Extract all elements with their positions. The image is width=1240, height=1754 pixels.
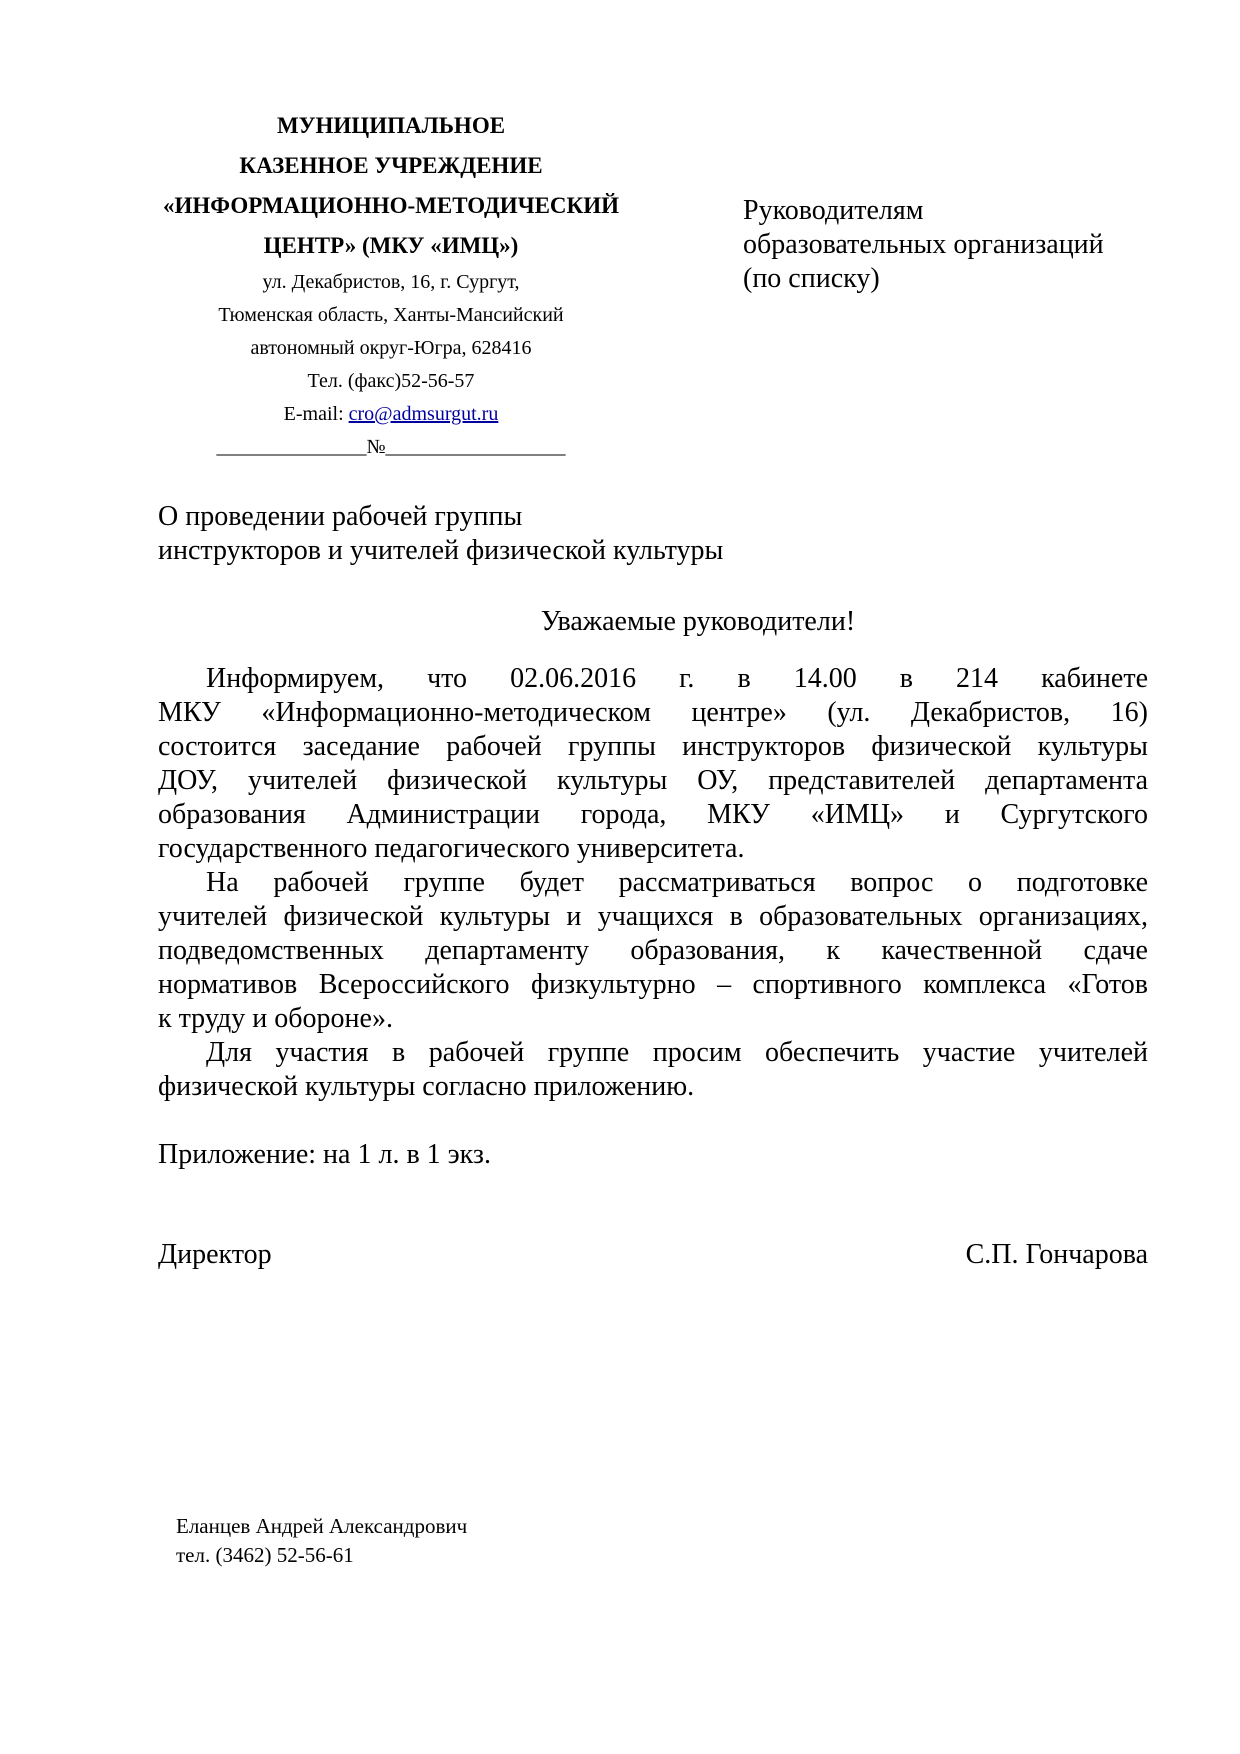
ref-blank-right: __________________ bbox=[385, 436, 566, 458]
signature-title: Директор bbox=[158, 1239, 272, 1270]
paragraph bbox=[158, 1036, 1148, 1104]
body-line: физической культуры согласно приложению. bbox=[158, 1071, 695, 1102]
recipient-line: (по списку) bbox=[743, 263, 880, 294]
body-line: Информируем, что 02.06.2016 г. в 14.00 в 214 кабинете bbox=[206, 663, 1148, 694]
org-name-line: «ИНФОРМАЦИОННО-МЕТОДИЧЕСКИЙ bbox=[163, 193, 619, 218]
executor-name: Еланцев Андрей Александрович bbox=[176, 1514, 468, 1538]
org-address-line: ул. Декабристов, 16, г. Сургут, bbox=[262, 271, 520, 293]
ref-blank-left: _______________ bbox=[216, 436, 367, 458]
body-line: учителей физической культуры и учащихся в образовательных организациях, bbox=[158, 901, 1148, 932]
org-phone-line: Тел. (факс)52-56-57 bbox=[307, 370, 475, 392]
subject-line: инструкторов и учителей физической культуры bbox=[158, 535, 724, 566]
letterhead-org-block bbox=[150, 106, 632, 460]
org-address-line: автономный округ-Югра, 628416 bbox=[250, 337, 532, 359]
attachment-note: Приложение: на 1 л. в 1 экз. bbox=[158, 1139, 491, 1170]
signature-row bbox=[158, 1238, 1148, 1272]
recipient-line: образовательных организаций bbox=[743, 229, 1104, 260]
executor-block bbox=[176, 1512, 467, 1570]
signature-name: С.П. Гончарова bbox=[965, 1239, 1148, 1270]
body-line: к труду и обороне». bbox=[158, 1003, 393, 1034]
body-line: Для участия в рабочей группе просим обеспечить участие учителей bbox=[206, 1037, 1148, 1068]
paragraph bbox=[158, 866, 1148, 1036]
letter-body bbox=[158, 662, 1148, 1104]
org-name-line: МУНИЦИПАЛЬНОЕ bbox=[276, 113, 506, 138]
body-line: МКУ «Информационно-методическом центре» (ул. Декабристов, 16) bbox=[158, 697, 1148, 728]
body-line: ДОУ, учителей физической культуры ОУ, представителей департамента bbox=[158, 765, 1148, 796]
salutation: Уважаемые руководители! bbox=[540, 606, 856, 637]
body-line: государственного педагогического университета. bbox=[158, 833, 745, 864]
email-label: E-mail: bbox=[283, 403, 349, 425]
recipient-block bbox=[743, 194, 1173, 296]
email-link[interactable]: cro@admsurgut.ru bbox=[348, 403, 499, 425]
body-line: нормативов Всероссийского физкультурно – спортивного комплекса «Готов bbox=[158, 969, 1148, 1000]
subject-line: О проведении рабочей группы bbox=[158, 501, 523, 532]
number-sign: № bbox=[366, 436, 386, 458]
org-name-line: ЦЕНТР» (МКУ «ИМЦ») bbox=[263, 233, 519, 258]
body-line: образования Администрации города, МКУ «ИМЦ» и Сургутского bbox=[158, 799, 1148, 830]
ref-number-line bbox=[150, 434, 632, 460]
body-line: На рабочей группе будет рассматриваться вопрос о подготовке bbox=[206, 867, 1148, 898]
org-email-line bbox=[150, 398, 632, 431]
body-line: состоится заседание рабочей группы инструкторов физической культуры bbox=[158, 731, 1148, 762]
executor-phone: тел. (3462) 52-56-61 bbox=[176, 1543, 354, 1567]
body-line: подведомственных департаменту образования, к качественной сдаче bbox=[158, 935, 1148, 966]
paragraph bbox=[158, 662, 1148, 866]
recipient-line: Руководителям bbox=[743, 195, 924, 226]
org-address-line: Тюменская область, Ханты-Мансийский bbox=[218, 304, 564, 326]
org-name-line: КАЗЕННОЕ УЧРЕЖДЕНИЕ bbox=[239, 153, 543, 178]
subject-block bbox=[158, 500, 918, 568]
